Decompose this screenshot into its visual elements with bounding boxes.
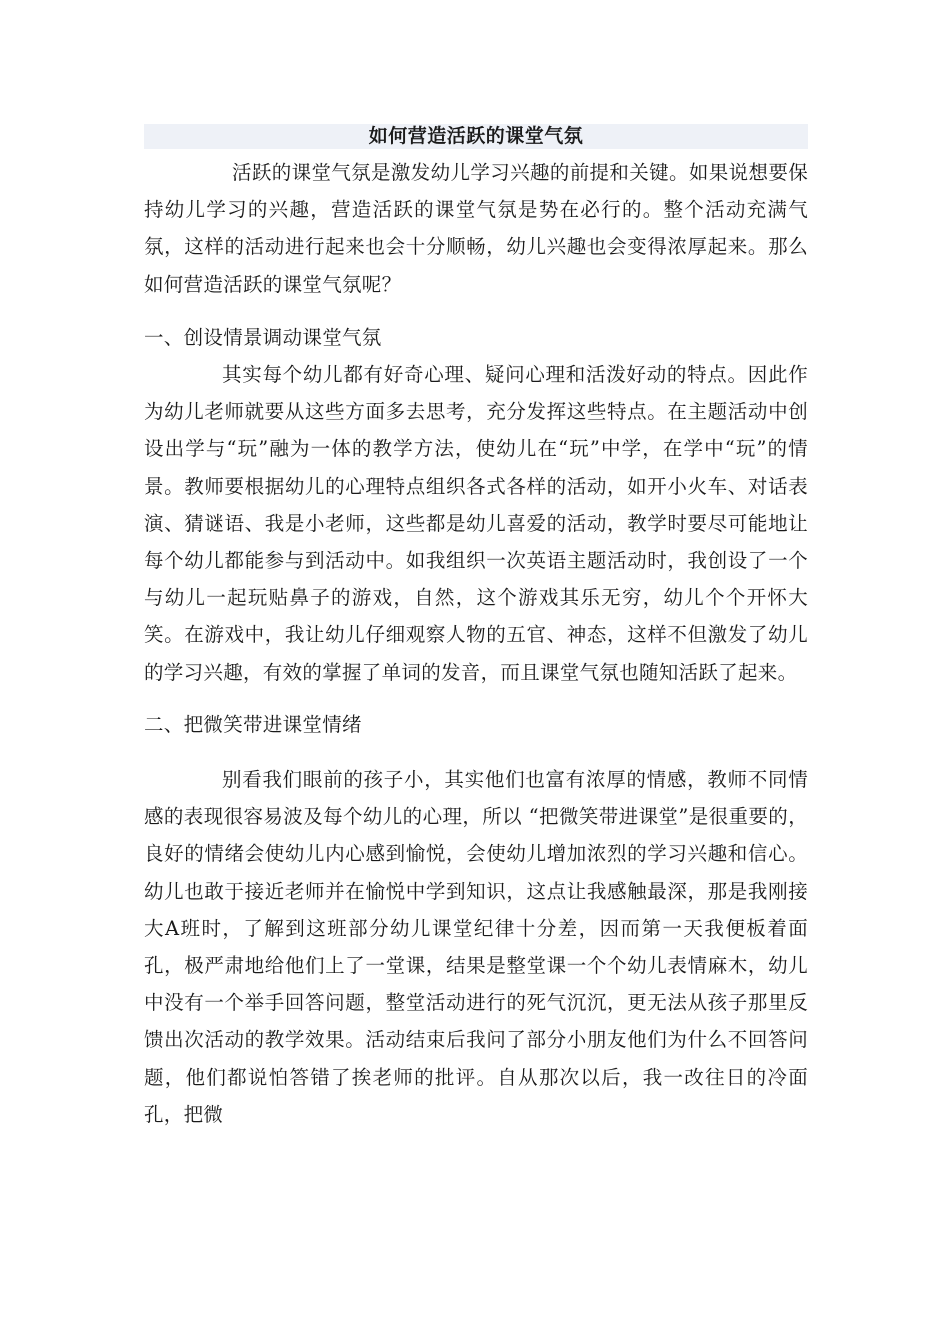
section-heading-1: 一、创设情景调动课堂气氛	[144, 325, 382, 349]
section-heading-2: 二、把微笑带进课堂情绪	[144, 712, 362, 736]
spacer	[144, 743, 808, 761]
intro-paragraph: 活跃的课堂气氛是激发幼儿学习兴趣的前提和关键。如果说想要保持幼儿学习的兴趣，营造活跃的课堂气氛是势在必行的。整个活动充满气氛，这样的活动进行起来也会十分顺畅，幼儿兴趣也会变得浓厚起来。那么如何营造活跃的课堂气氛呢？	[144, 161, 808, 296]
spacer	[144, 303, 808, 319]
section-body-1: 其实每个幼儿都有好奇心理、疑问心理和活泼好动的特点。因此作为幼儿老师就要从这些方面多去思考，充分发挥这些特点。在主题活动中创设出学与“玩”融为一体的教学方法，使幼儿在“玩”中学，在学中“玩”的情景。教师要根据幼儿的心理特点组织各式各样的活动，如开小火车、对话表演、猜谜语、我是小老师，这些都是幼儿喜爱的活动，教学时要尽可能地让每个幼儿都能参与到活动中。如我组织一次英语主题活动时，我创设了一个与幼儿一起玩贴鼻子的游戏，自然，这个游戏其乐无穷，幼儿个个开怀大笑。在游戏中，我让幼儿仔细观察人物的五官、神态，这样不但激发了幼儿的学习兴趣，有效的掌握了单词的发音，而且课堂气氛也随知活跃了起来。	[144, 363, 808, 684]
section-body-2: 别看我们眼前的孩子小，其实他们也富有浓厚的情感，教师不同情感的表现很容易波及每个幼儿的心理，所以 “把微笑带进课堂”是很重要的，良好的情绪会使幼儿内心感到愉悦，会使幼儿增加浓烈的学习兴趣和信心。幼儿也敢于接近老师并在愉悦中学到知识，这点让我感触最深，那是我刚接大A班时，了解到这班部分幼儿课堂纪律十分差，因而第一天我便板着面孔，极严肃地给他们上了一堂课，结果是整堂课一个个幼儿表情麻木，幼儿中没有一个举手回答问题，整堂活动进行的死气沉沉，更无法从孩子那里反馈出次活动的教学效果。活动结束后我问了部分小朋友他们为什么不回答问题，他们都说怕答错了挨老师的批评。自从那次以后，我一改往日的冷面孔，把微	[144, 768, 808, 1126]
document-page	[144, 124, 808, 1133]
spacer	[144, 691, 808, 706]
document-title: 如何营造活跃的课堂气氛	[144, 124, 808, 149]
